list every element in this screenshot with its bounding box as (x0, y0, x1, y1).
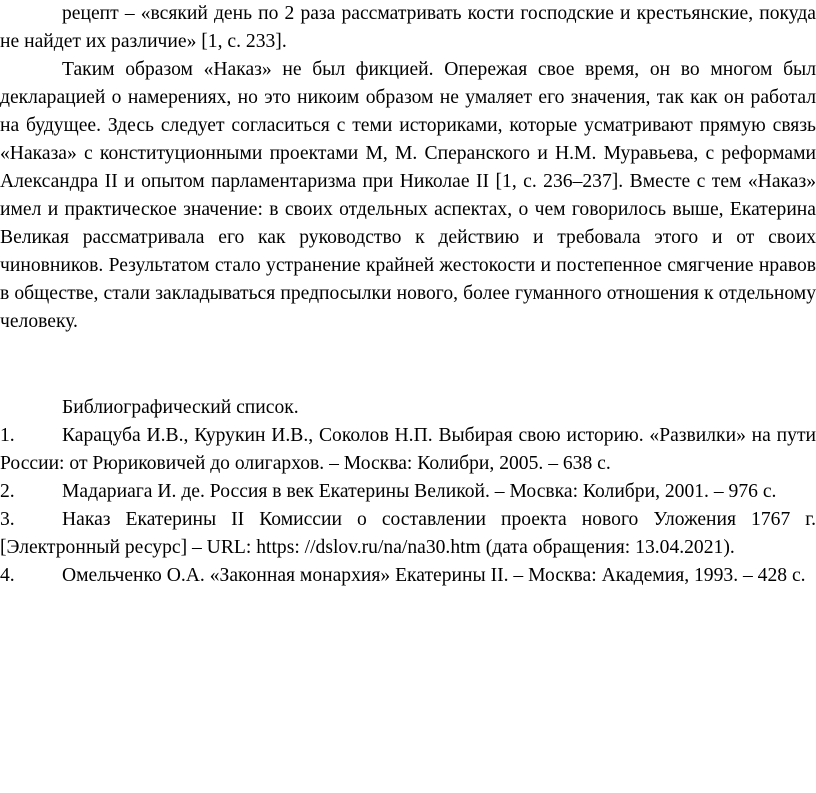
bibliography-heading: Библиографический список. (62, 397, 299, 418)
bibliography-item-number: 3. (0, 509, 15, 530)
bibliography-item-number: 2. (0, 481, 15, 502)
bibliography-item-number: 1. (0, 425, 15, 446)
bibliography-list (0, 422, 816, 590)
bibliography-item-3 (0, 506, 816, 562)
bibliography-item-text: Карацуба И.В., Курукин И.В., Соколов Н.П. Выбирая свою историю. «Развилки» на пути России: от Рюриковичей до олигархов. – Москва: Колибри, 2005. – 638 с. (0, 425, 816, 474)
bibliography-item-text: Омельченко О.А. «Законная монархия» Екатерины II. – Москва: Академия, 1993. – 428 с. (62, 565, 806, 586)
bibliography-item-text: Мадариага И. де. Россия в век Екатерины Великой. – Мосвка: Колибри, 2001. – 976 с. (62, 481, 777, 502)
bibliography-item-number: 4. (0, 565, 15, 586)
paragraph-conclusion: Таким образом «Наказ» не был фикцией. Опережая свое время, он во многом был декларацией о намерениях, но это никоим образом не умаляет его значения, так как он работал на будущее. Здесь следует согласиться с теми историками, которые усматривают прямую связь «Наказа» с конституционными проектами М, М. Сперанского и Н.М. Муравьева, с реформами Александра II и опытом парламентаризма при Николае II [1, с. 236–237]. Вместе с тем «Наказ» имел и практическое значение: в своих отдельных аспектах, о чем говорилось выше, Екатерина Великая рассматривала его как руководство к действию и требовала этого и от своих чиновников. Результатом стало устранение крайней жестокости и постепенное смягчение нравов в обществе, стали закладываться предпосылки нового, более гуманного отношения к отдельному человеку. (0, 59, 816, 332)
paragraph-continuation: рецепт – «всякий день по 2 раза рассматривать кости господские и крестьянские, покуда не найдет их различие» [1, с. 233]. (0, 3, 816, 52)
bibliography-item-2 (0, 478, 816, 506)
bibliography-item-1 (0, 422, 816, 478)
bibliography-item-text: Наказ Екатерины II Комиссии о составлении проекта нового Уложения 1767 г. [Электронный ресурс] – URL: https: //dslov.ru/na/na30.htm (дата обращения: 13.04.2021). (0, 509, 816, 558)
bibliography-item-4 (0, 562, 816, 590)
